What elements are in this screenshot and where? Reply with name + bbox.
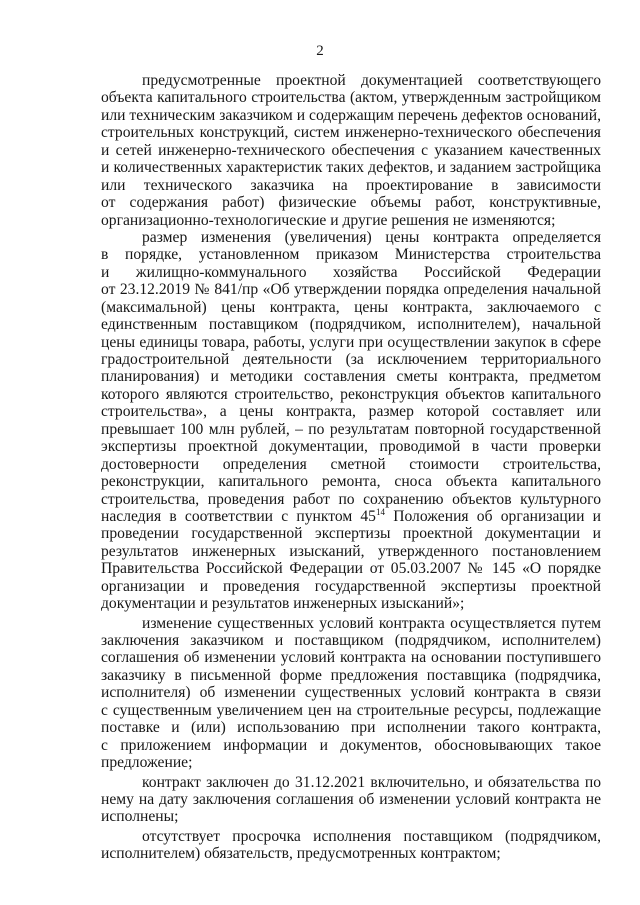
text-line: достоверности определения сметной стоимости строительства, — [101, 455, 601, 473]
text-line: цены единицы товара, работы, услуги при осуществлении закупок в сфере — [101, 333, 601, 351]
text-line: в порядке, установленном приказом Министерства строительства — [101, 246, 601, 264]
paragraph-4 — [101, 774, 601, 826]
text-line: соглашения об изменении условий контракта на основании поступившего — [101, 649, 601, 667]
text-line: организации и проведения государственной экспертизы проектной — [101, 577, 601, 595]
page-number: 2 — [316, 43, 324, 59]
text-segment: Положения об организации и — [384, 507, 601, 525]
document-body — [101, 72, 601, 863]
paragraph-1 — [101, 72, 601, 229]
text-line: которого являются строительство, реконструкция объектов капитального — [101, 385, 601, 403]
text-line: экспертизы проектной документации, проводимой в части проверки — [101, 438, 601, 456]
text-line: или технического заказчика на проектирование в зависимости — [101, 176, 601, 194]
text-line: или техническим заказчиком и содержащим перечень дефектов оснований, — [101, 106, 601, 124]
text-line: размер изменения (увеличения) цены контракта определяется — [142, 228, 601, 246]
text-line: изменение существенных условий контракта осуществляется путем — [142, 614, 601, 632]
text-line: от содержания работ) физические объемы работ, конструктивные, — [101, 194, 601, 212]
text-line: организационно-технологические и другие решения не изменяются; — [101, 211, 556, 229]
text-line: поставке и (или) использованию при исполнении такого контракта, — [101, 719, 601, 737]
text-line: контракт заключен до 31.12.2021 включительно, и обязательства по — [142, 773, 601, 791]
text-line: (максимальной) цены контракта, цены контракта, заключаемого с — [101, 298, 601, 316]
text-line: с существенным увеличением цен на строительные ресурсы, подлежащие — [101, 701, 601, 719]
text-line: предложение; — [101, 754, 193, 772]
text-line: Правительства Российской Федерации от 05.03.2007 № 145 «О порядке — [101, 560, 601, 578]
text-line: предусмотренные проектной документацией соответствующего — [142, 72, 601, 89]
text-line: исполнителем) обязательств, предусмотренных контрактом; — [101, 845, 501, 863]
text-line: строительства, проведения работ по сохранению объектов культурного — [101, 490, 601, 508]
text-line: с приложением информации и документов, обосновывающих такое — [101, 736, 601, 754]
text-line: реконструкции, капитального ремонта, сноса объекта капитального — [101, 473, 601, 491]
paragraph-3 — [101, 615, 601, 772]
text-line: строительных конструкций, систем инженерно-технического обеспечения — [101, 124, 601, 142]
text-segment: наследия в соответствии с пунктом 45 — [101, 507, 376, 525]
text-line: градостроительной деятельности (за исключением территориального — [101, 351, 601, 368]
text-line: объекта капитального строительства (актом, утвержденным застройщиком — [101, 89, 601, 107]
paragraph-5 — [101, 828, 601, 863]
text-line: и жилищно-коммунального хозяйства Российской Федерации — [101, 263, 601, 281]
text-line: отсутствует просрочка исполнения поставщиком (подрядчиком, — [142, 827, 601, 845]
text-line: строительства», а цены контракта, размер которой составляет или — [101, 403, 601, 421]
text-line: заключения заказчиком и поставщиком (подрядчиком, исполнителем) — [101, 632, 601, 649]
text-line: планирования) и методики составления сметы контракта, предметом — [101, 368, 601, 386]
text-line-with-footnote — [101, 508, 601, 525]
text-line: исполнены; — [101, 808, 179, 826]
text-line: нему на дату заключения соглашения об изменении условий контракта не — [101, 790, 601, 808]
text-line: исполнителя) об изменении существенных условий контракта в связи — [101, 684, 601, 702]
text-line: документации и результатов инженерных изысканий»; — [101, 595, 465, 613]
text-line: от 23.12.2019 № 841/пр «Об утверждении порядка определения начальной — [101, 281, 601, 299]
text-line: результатов инженерных изысканий, утвержденного постановлением — [101, 542, 601, 560]
text-line: заказчику в письменной форме предложения поставщика (подрядчика, — [101, 666, 601, 684]
text-line: и количественных характеристик таких дефектов, и заданием застройщика — [101, 159, 601, 177]
text-line: и сетей инженерно-технического обеспечения с указанием качественных — [101, 141, 601, 159]
text-line: превышает 100 млн рублей, – по результатам повторной государственной — [101, 420, 601, 438]
text-line: проведении государственной экспертизы проектной документации и — [101, 525, 601, 543]
footnote-reference: 14 — [375, 506, 385, 517]
text-line: единственным поставщиком (подрядчиком, исполнителем), начальной — [101, 316, 601, 334]
paragraph-2 — [101, 229, 601, 613]
